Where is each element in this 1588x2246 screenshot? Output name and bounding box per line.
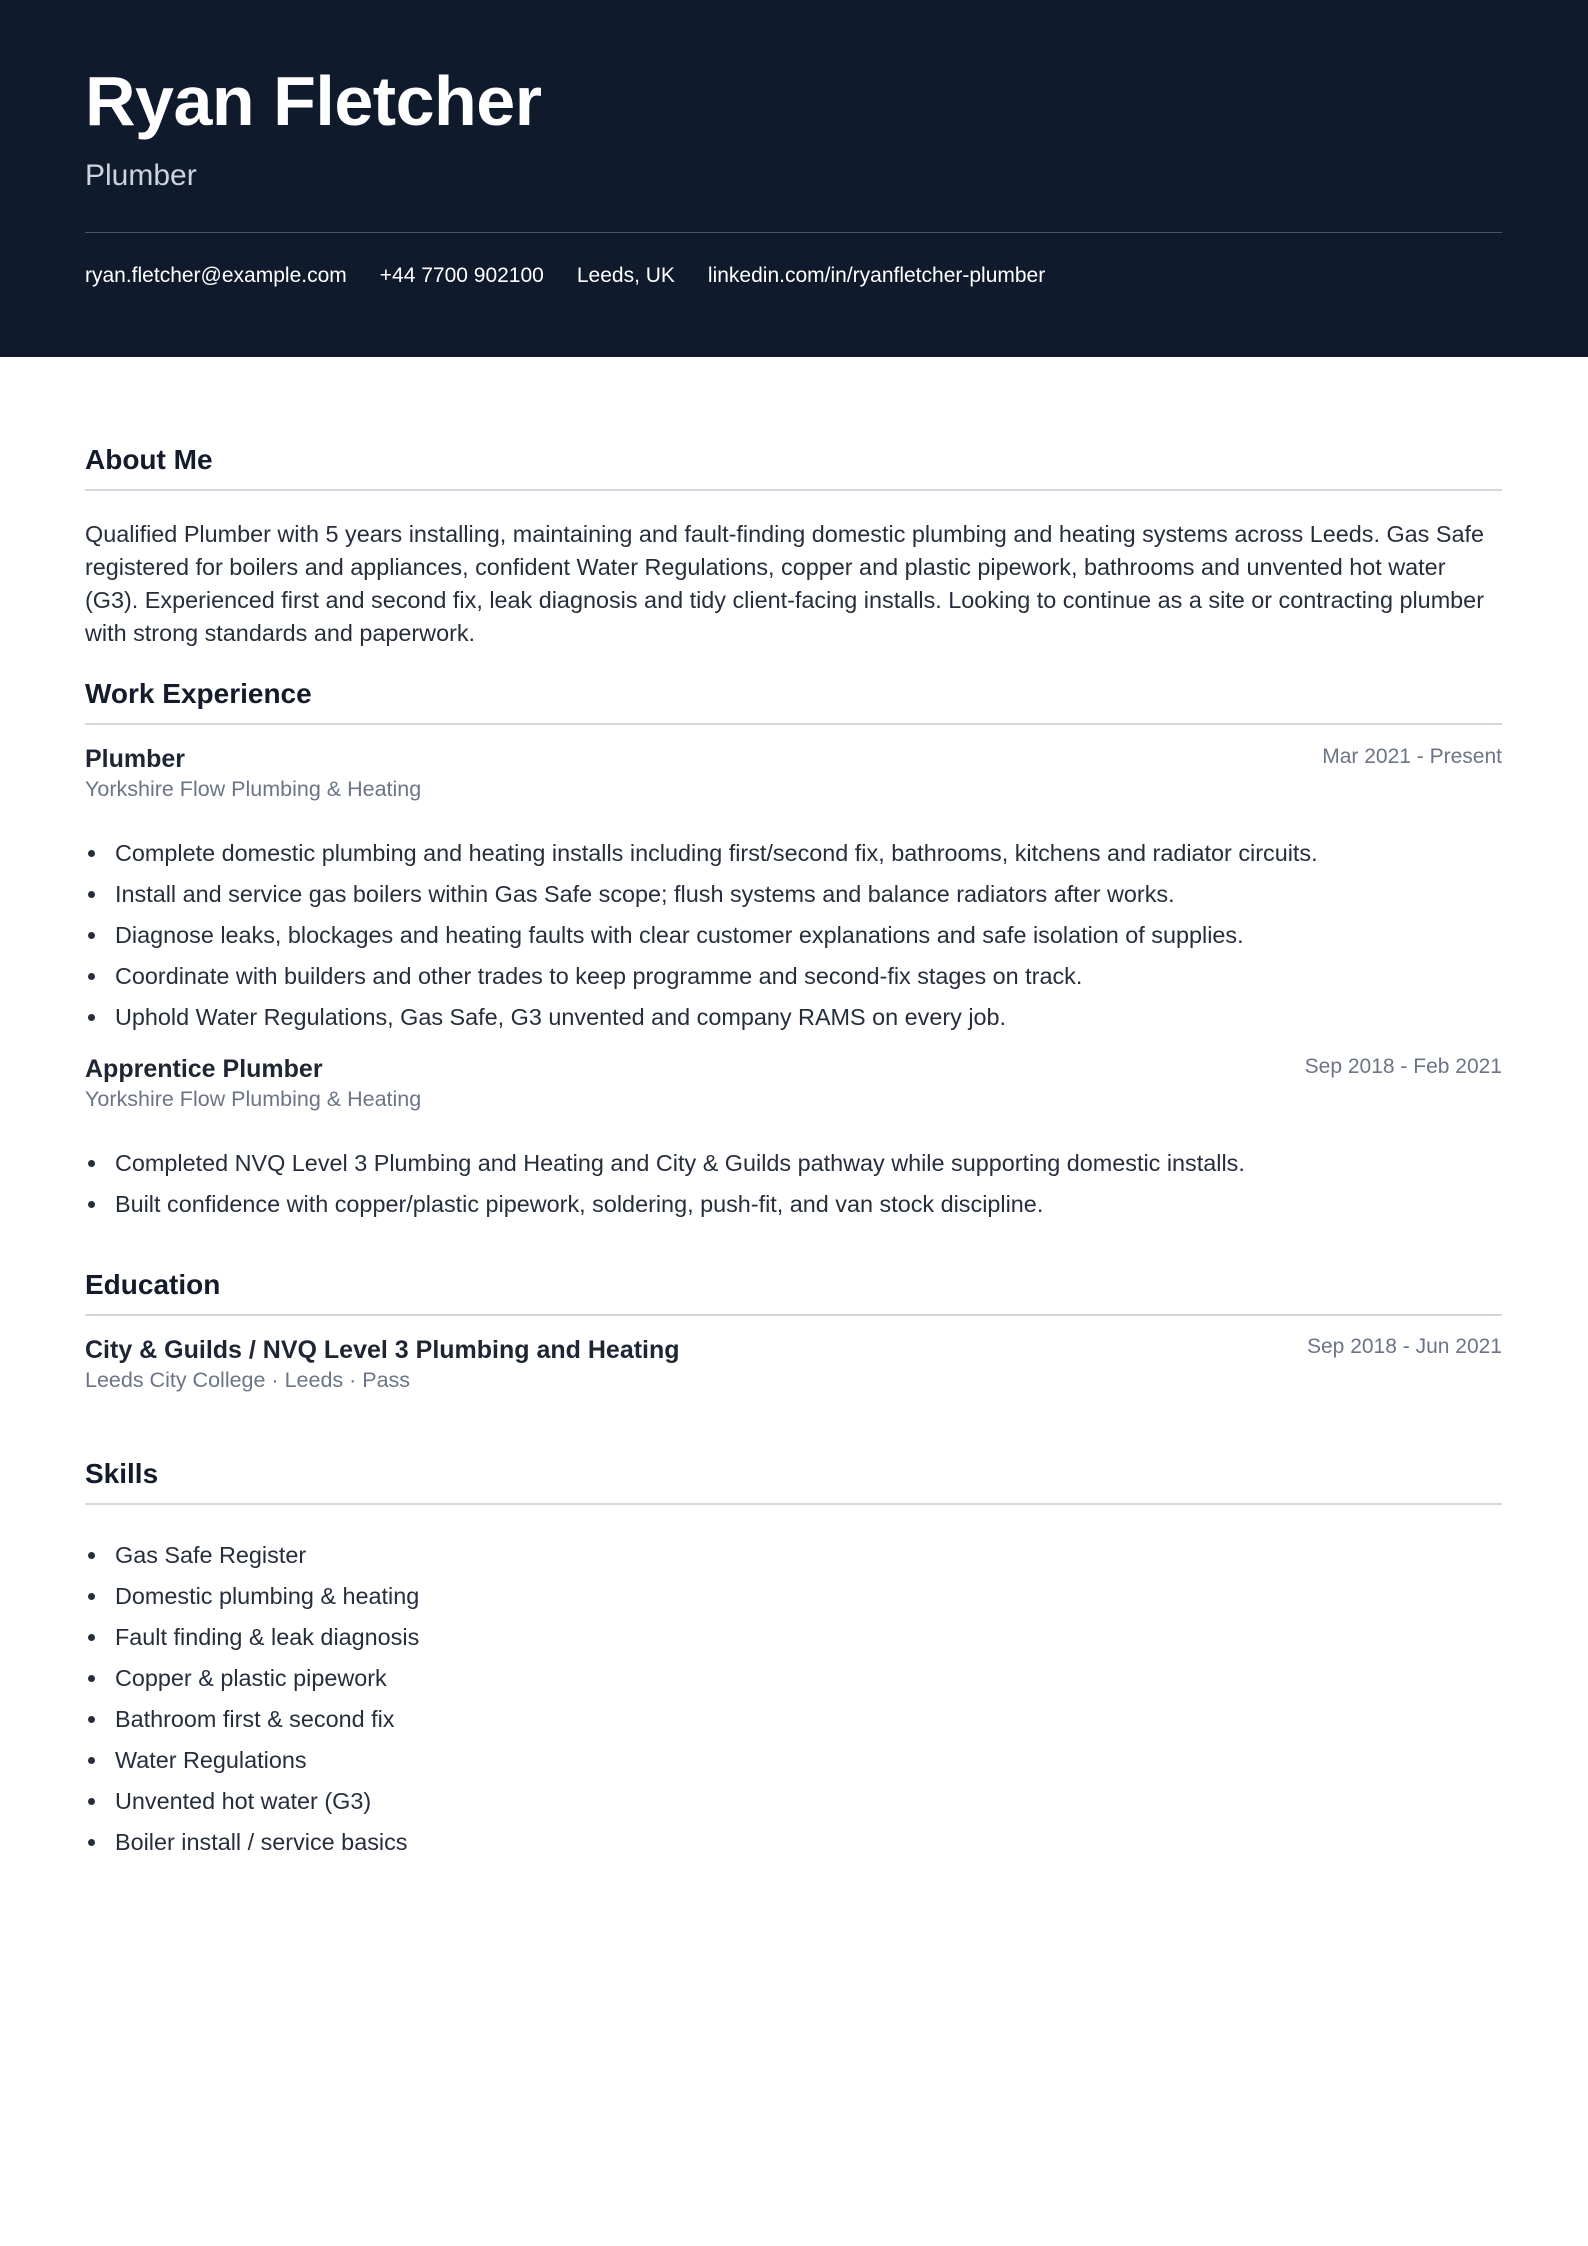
list-item: Diagnose leaks, blockages and heating faults with clear customer explanations and safe isolation of supplies. [85,921,1318,962]
skills-list [85,1541,419,1869]
education-section-title: Education [85,1269,221,1300]
skills-divider [85,1503,1502,1505]
contact-location: Leeds, UK [576,264,675,287]
experience-divider [85,723,1502,725]
skill-item: Copper & plastic pipework [85,1664,419,1705]
education-qualification: City & Guilds / NVQ Level 3 Plumbing and Heating [85,1336,680,1364]
skill-item: Bathroom first & second fix [85,1705,419,1746]
header-divider [85,232,1502,233]
contact-linkedin: linkedin.com/in/ryanfletcher-plumber [707,264,1046,287]
job-dates: Sep 2018 - Feb 2021 [1304,1055,1502,1078]
about-text: Qualified Plumber with 5 years installing, maintaining and fault-finding domestic plumbing and heating systems across Leeds. Gas Safe registered for boilers and appliances, confident Water Regulations, copper and plastic pipework, bathrooms and unvented hot water (G3). Experienced first and second fix, leak diagnosis and tidy client-facing installs. Looking to continue as a site or contracting plumber with strong standards and paperwork. [85,521,1484,646]
list-item: Built confidence with copper/plastic pipework, soldering, push-fit, and van stock discipline. [85,1190,1245,1231]
job-title: Plumber [85,745,186,773]
list-item: Completed NVQ Level 3 Plumbing and Heating and City & Guilds pathway while supporting domestic installs. [85,1149,1245,1190]
list-item: Coordinate with builders and other trades to keep programme and second-fix stages on track. [85,962,1318,1003]
list-item: Uphold Water Regulations, Gas Safe, G3 unvented and company RAMS on every job. [85,1003,1318,1044]
skills-section-title: Skills [85,1458,159,1489]
skill-item: Unvented hot water (G3) [85,1787,419,1828]
skill-item: Fault finding & leak diagnosis [85,1623,419,1664]
about-section-title: About Me [85,444,213,475]
skill-item: Water Regulations [85,1746,419,1787]
education-dates: Sep 2018 - Jun 2021 [1307,1335,1502,1358]
candidate-role: Plumber [85,159,197,192]
skill-item: Gas Safe Register [85,1541,419,1582]
list-item: Install and service gas boilers within Gas Safe scope; flush systems and balance radiators after works. [85,880,1318,921]
list-item: Complete domestic plumbing and heating installs including first/second fix, bathrooms, kitchens and radiator circuits. [85,839,1318,880]
contact-phone: +44 7700 902100 [379,264,544,287]
candidate-name: Ryan Fletcher [85,62,542,140]
resume-header [0,0,1588,357]
skill-item: Boiler install / service basics [85,1828,419,1869]
education-divider [85,1314,1502,1316]
job-duties-list [85,1149,1245,1231]
job-dates: Mar 2021 - Present [1322,745,1502,768]
job-company: Yorkshire Flow Plumbing & Heating [85,1087,422,1111]
job-title: Apprentice Plumber [85,1055,323,1083]
contact-email: ryan.fletcher@example.com [85,264,347,287]
skill-item: Domestic plumbing & heating [85,1582,419,1623]
experience-section-title: Work Experience [85,678,312,709]
job-duties-list [85,839,1318,1044]
job-company: Yorkshire Flow Plumbing & Heating [85,777,422,801]
contact-list [85,265,1045,287]
education-details: Leeds City College · Leeds · Pass [85,1368,411,1392]
about-divider [85,489,1502,491]
